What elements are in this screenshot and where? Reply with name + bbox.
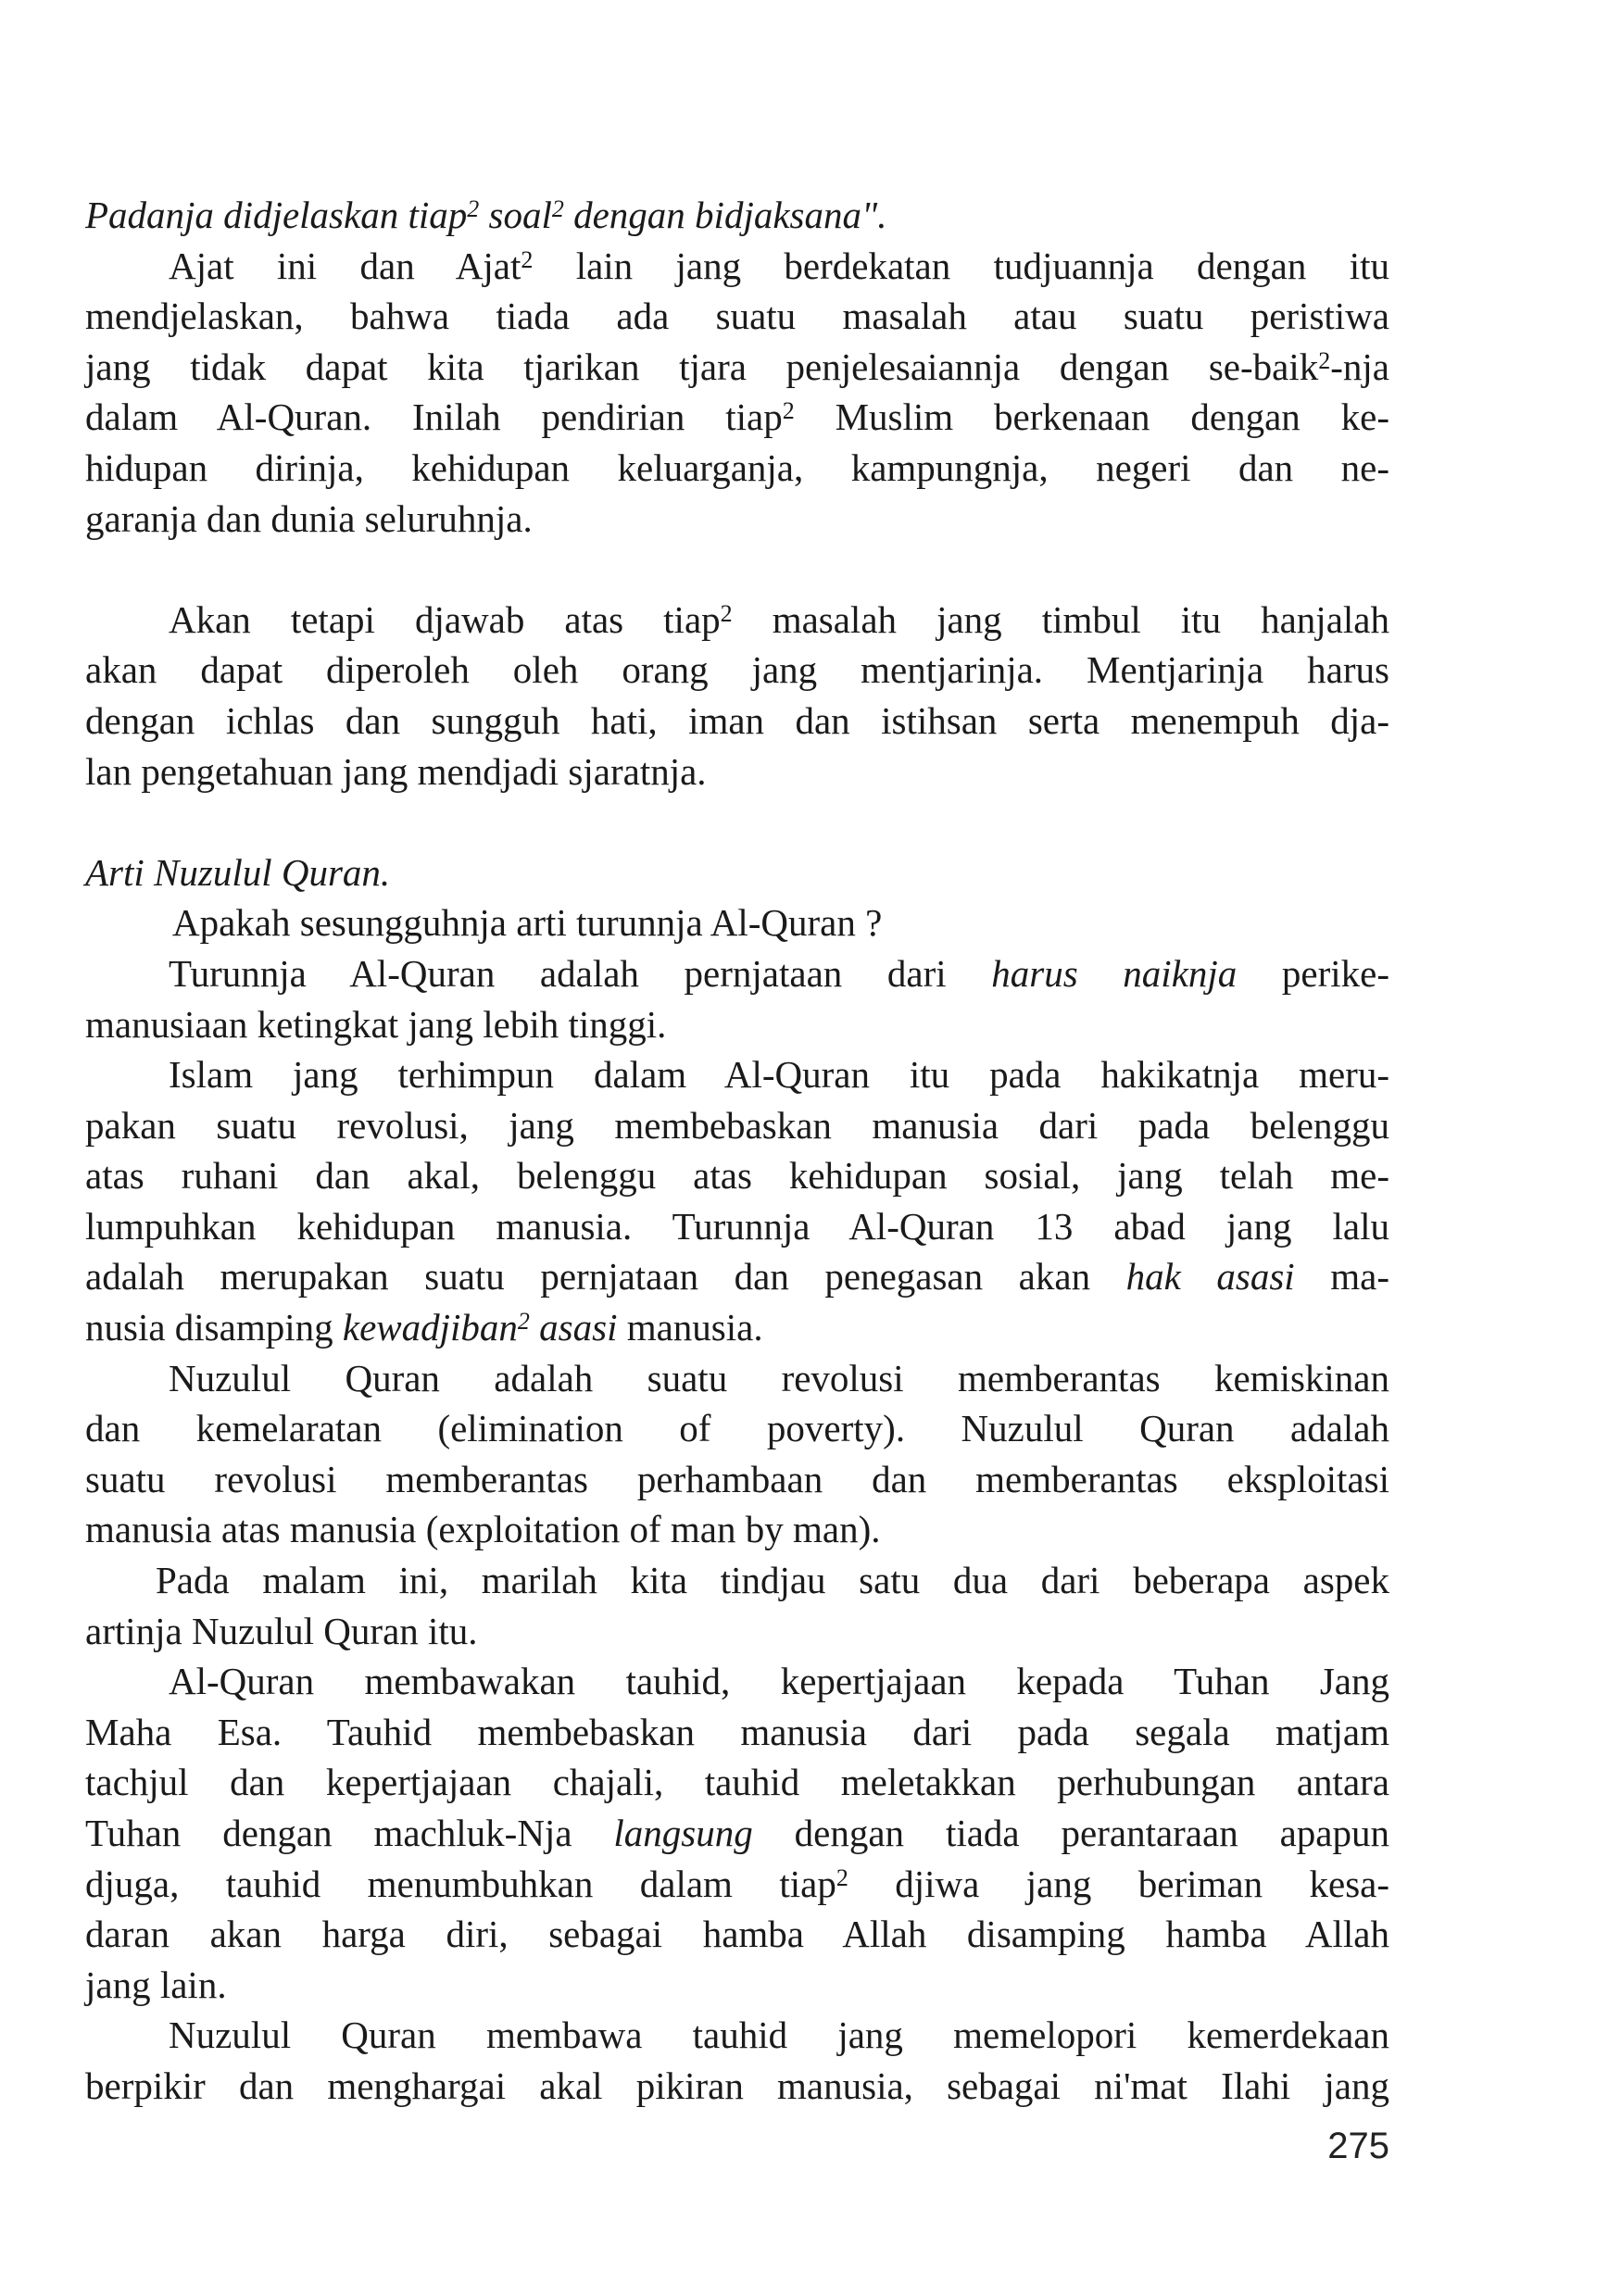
page-number: 275 xyxy=(1327,2126,1389,2166)
text-line: tachjul dan kepertjajaan chajali, tauhid meletakkan perhubungan antara xyxy=(85,1761,1389,1804)
italic-phrase: asasi xyxy=(529,1306,618,1349)
text-line: mendjelaskan, bahwa tiada ada suatu masalah atau suatu peristiwa xyxy=(85,295,1389,338)
superscript-2: 2 xyxy=(782,397,795,425)
text-line: atas ruhani dan akal, belenggu atas kehidupan sosial, jang telah me- xyxy=(85,1154,1389,1198)
text-line: manusia atas manusia (exploitation of man by man). xyxy=(85,1508,881,1551)
text-line: dan kemelaratan (elimination of poverty). Nuzulul Quran adalah xyxy=(85,1407,1389,1450)
text-line: akan dapat diperoleh oleh orang jang mentjarinja. Mentjarinja harus xyxy=(85,648,1389,692)
text-line: Tuhan dengan machluk-Nja langsung dengan tiada perantaraan apapun xyxy=(85,1812,1389,1854)
text-line: suatu revolusi memberantas perhambaan dan memberantas eksploitasi xyxy=(85,1457,1389,1500)
superscript-2: 2 xyxy=(467,195,480,222)
text-line: Apakah sesungguhnja arti turunnja Al-Quran ? xyxy=(172,901,883,945)
paragraph-gap xyxy=(85,544,1389,595)
text-line: garanja dan dunia seluruhnja. xyxy=(85,496,533,540)
italic-phrase: langsung xyxy=(613,1812,753,1854)
italic-phrase: harus naiknja xyxy=(991,951,1238,995)
italic-phrase: hak asasi xyxy=(1125,1255,1295,1299)
text-line: Nuzulul Quran membawa tauhid jang memelopori kemerdekaan xyxy=(169,2014,1389,2057)
text-line: Pada malam ini, marilah kita tindjau satu dua dari beberapa aspek xyxy=(156,1559,1389,1602)
section-heading: Arti Nuzulul Quran. xyxy=(85,850,391,894)
text-line: jang lain. xyxy=(85,1963,227,2006)
text-line: hidupan dirinja, kehidupan keluarganja, kampungnja, negeri dan ne- xyxy=(85,445,1389,489)
superscript-2: 2 xyxy=(517,1308,530,1336)
italic-phrase: kewadjiban xyxy=(342,1306,518,1349)
text-line: Akan tetapi djawab atas tiap$^2$ masalah jang timbul itu hanjalah xyxy=(169,597,1389,641)
paragraph-gap xyxy=(85,797,1389,847)
text-line: djuga, tauhid menumbuhkan dalam tiap$^2$ djiwa jang beriman kesa- xyxy=(85,1862,1390,1905)
text-line: Al-Quran membawakan tauhid, kepertjajaan kepada Tuhan Jang xyxy=(169,1660,1389,1703)
text-line: Nuzulul Quran adalah suatu revolusi memberantas kemiskinan xyxy=(169,1356,1389,1399)
superscript-2: 2 xyxy=(521,245,534,273)
text-line: jang tidak dapat kita tjarikan tjara penjelesaiannja dengan se-baik$^2$-nja xyxy=(85,345,1389,388)
body-text xyxy=(85,190,1389,2112)
text-line: artinja Nuzulul Quran itu. xyxy=(85,1609,478,1652)
text-line: daran akan harga diri, sebagai hamba Allah disamping hamba Allah xyxy=(85,1913,1389,1956)
text-line: Padanja didjelaskan tiap$^2$ soal$^2$ dengan bidjaksana". xyxy=(85,194,887,236)
text-line: adalah merupakan suatu pernjataan dan penegasan akan hak asasi ma- xyxy=(85,1255,1390,1299)
text-line: dalam Al-Quran. Inilah pendirian tiap$^2$ Muslim berkenaan dengan ke- xyxy=(85,395,1389,439)
superscript-2: 2 xyxy=(1318,346,1331,374)
text-line: Islam jang terhimpun dalam Al-Quran itu pada hakikatnja meru- xyxy=(169,1053,1389,1097)
text-line: dengan ichlas dan sungguh hati, iman dan istihsan serta menempuh dja- xyxy=(85,698,1389,742)
text-line: lumpuhkan kehidupan manusia. Turunnja Al-Quran 13 abad jang lalu xyxy=(85,1204,1389,1248)
text-line: manusiaan ketingkat jang lebih tinggi. xyxy=(85,1002,667,1046)
text-line: pakan suatu revolusi, jang membebaskan manusia dari pada belenggu xyxy=(85,1103,1389,1147)
text-line: Maha Esa. Tauhid membebaskan manusia dari pada segala matjam xyxy=(85,1710,1389,1753)
text-line: nusia disamping kewadjiban$^2$ asasi manusia. xyxy=(85,1306,763,1349)
text-line: berpikir dan menghargai akal pikiran manusia, sebagai ni'mat Ilahi jang xyxy=(85,2064,1389,2107)
text-line: Ajat ini dan Ajat$^2$ lain jang berdekatan tudjuannja dengan itu xyxy=(169,244,1389,287)
superscript-2: 2 xyxy=(836,1863,848,1891)
text-line: lan pengetahuan jang mendjadi sjaratnja. xyxy=(85,749,707,793)
superscript-2: 2 xyxy=(551,195,564,222)
text-line: Turunnja Al-Quran adalah pernjataan dari harus naiknja perike- xyxy=(169,951,1389,995)
superscript-2: 2 xyxy=(720,599,733,627)
